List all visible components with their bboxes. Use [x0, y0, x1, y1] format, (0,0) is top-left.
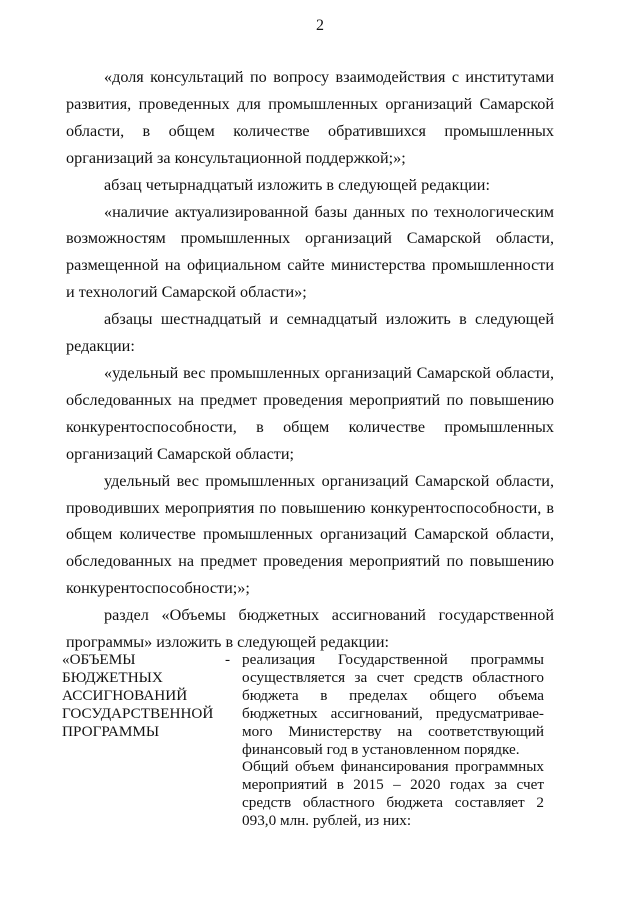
document-body: [66, 64, 554, 656]
heading-line: БЮДЖЕТНЫХ: [62, 668, 163, 686]
page-number: 2: [316, 17, 324, 34]
heading-dash: -: [225, 651, 231, 668]
heading-line: «ОБЪЕМЫ: [62, 651, 136, 668]
paragraph-competitiveness-measures: удельный вес промышленных организаций Самарской области, проводивших мероприятия по повышению конкурентоспособности, в общем количестве промышленных организаций Самарской области, обследованных на предмет проведения мероприятий по повышению конкурентоспособности;»;: [66, 471, 554, 598]
paragraph-sixteenth-seventeenth-instruction: абзацы шестнадцатый и семнадцатый изложить в следующей редакции:: [66, 310, 554, 356]
paragraph-consultations-share: «доля консультаций по вопросу взаимодействия с институтами развития, проведенных для промышленных организаций Самарской области, в общем количестве обратившихся промышленных организаций за консультационной поддержкой;»;: [66, 68, 554, 167]
budget-allocations-heading: [62, 651, 222, 741]
paragraph-budget-section-instruction: раздел «Объемы бюджетных ассигнований государственной программы» изложить в следующей редакции:: [66, 606, 554, 652]
paragraph-surveyed-organizations: «удельный вес промышленных организаций Самарской области, обследованных на предмет проведения мероприятий по повышению конкурентоспособности, в общем количестве промышленных организаций Самарской области;: [66, 363, 554, 463]
heading-line: ПРОГРАММЫ: [62, 722, 160, 740]
budget-allocations-content: [242, 651, 544, 830]
heading-line: АССИГНОВАНИЙ: [62, 686, 188, 704]
paragraph-database: «наличие актуализированной базы данных по технологическим возможностям промышленных организаций Самарской области, размещенной на официальном сайте министерства промышленности и технологий Самарской области»;: [66, 202, 554, 302]
implementation-paragraph: реализация Государственной программы осуществляется за счет средств областного бюджета в пределах общего объема бюджетных ассигнований, предусматривае-мого Министерству на соответствующий финансовый год в установленном порядке.: [242, 651, 544, 758]
total-funding-paragraph: Общий объем финансирования программных мероприятий в 2015 – 2020 годах за счет средств областного бюджета составляет 2 093,0 млн. рублей, из них:: [242, 758, 544, 830]
heading-line: ГОСУДАРСТВЕННОЙ: [62, 704, 214, 722]
paragraph-fourteenth-instruction: абзац четырнадцатый изложить в следующей редакции:: [104, 175, 490, 194]
